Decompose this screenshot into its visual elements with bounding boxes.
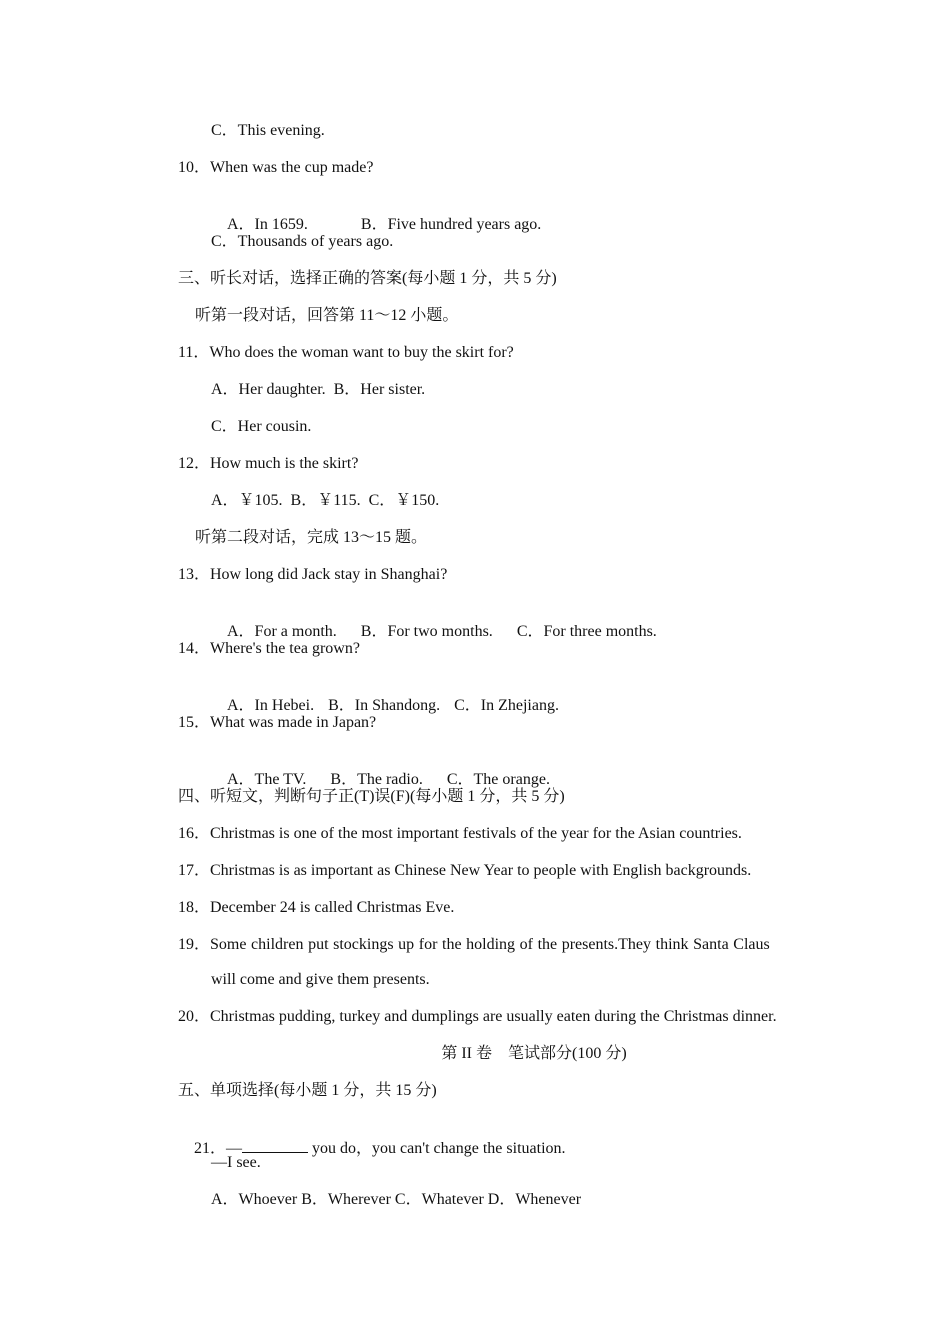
section-5-heading: 五、单项选择(每小题 1 分，共 15 分): [178, 1082, 437, 1099]
q12-options: A．￥105. B．￥115. C．￥150.: [211, 492, 440, 509]
q21-reply: —I see.: [211, 1154, 261, 1171]
question-16: 16．Christmas is one of the most important festivals of the year for the Asian countries.: [178, 825, 742, 842]
dialogue-1-instruction: 听第一段对话，回答第 11～12 小题。: [195, 307, 459, 324]
q10-option-a: A．In 1659.: [227, 216, 308, 233]
q11-option-c: C．Her cousin.: [211, 418, 312, 435]
question-20: 20．Christmas pudding, turkey and dumplings are usually eaten during the Christmas dinner.: [178, 1008, 777, 1025]
q13-option-b: B．For two months.: [360, 623, 493, 640]
q21-stem: you do，you can't change the situation.: [308, 1140, 566, 1157]
q13-option-a: A．For a month.: [227, 623, 337, 640]
question-10: 10．When was the cup made?: [178, 159, 374, 176]
q15-option-b: B．The radio.: [330, 771, 423, 788]
question-11: 11．Who does the woman want to buy the skirt for?: [178, 344, 514, 361]
question-15: 15．What was made in Japan?: [178, 714, 377, 731]
question-17: 17．Christmas is as important as Chinese New Year to people with English backgrounds.: [178, 862, 752, 879]
q15-option-c: C．The orange.: [446, 771, 550, 788]
question-12: 12．How much is the skirt?: [178, 455, 359, 472]
q21-options: A．Whoever B．Wherever C．Whatever D．Whenever: [211, 1191, 582, 1208]
section-3-heading: 三、听长对话，选择正确的答案(每小题 1 分，共 5 分): [178, 270, 557, 287]
question-14: 14．Where's the tea grown?: [178, 640, 360, 657]
question-18: 18．December 24 is called Christmas Eve.: [178, 899, 455, 916]
q21-prefix: 21．—: [194, 1140, 243, 1157]
q14-option-b: B．In Shandong.: [328, 697, 441, 714]
section-4-heading: 四、听短文，判断句子正(T)误(F)(每小题 1 分，共 5 分): [178, 788, 565, 805]
q11-options-ab: A．Her daughter. B．Her sister.: [211, 381, 426, 398]
question-13: 13．How long did Jack stay in Shanghai?: [178, 566, 448, 583]
part-2-heading: 第 II 卷 笔试部分(100 分): [441, 1045, 627, 1062]
question-19-continued: will come and give them presents.: [211, 971, 430, 988]
q14-option-a: A．In Hebei.: [227, 697, 315, 714]
q13-option-c: C．For three months.: [516, 623, 657, 640]
q10-option-b: B．Five hundred years ago.: [360, 216, 542, 233]
question-19: 19．Some children put stockings up for the holding of the presents.They think Santa Claus: [178, 936, 770, 953]
q14-option-c: C．In Zhejiang.: [454, 697, 559, 714]
q15-option-a: A．The TV.: [227, 771, 307, 788]
q10-option-c: C．Thousands of years ago.: [211, 233, 394, 250]
dialogue-2-instruction: 听第二段对话，完成 13～15 题。: [195, 529, 428, 546]
q21-answer-blank: [242, 1138, 308, 1153]
q9-option-c: C．This evening.: [211, 122, 325, 139]
